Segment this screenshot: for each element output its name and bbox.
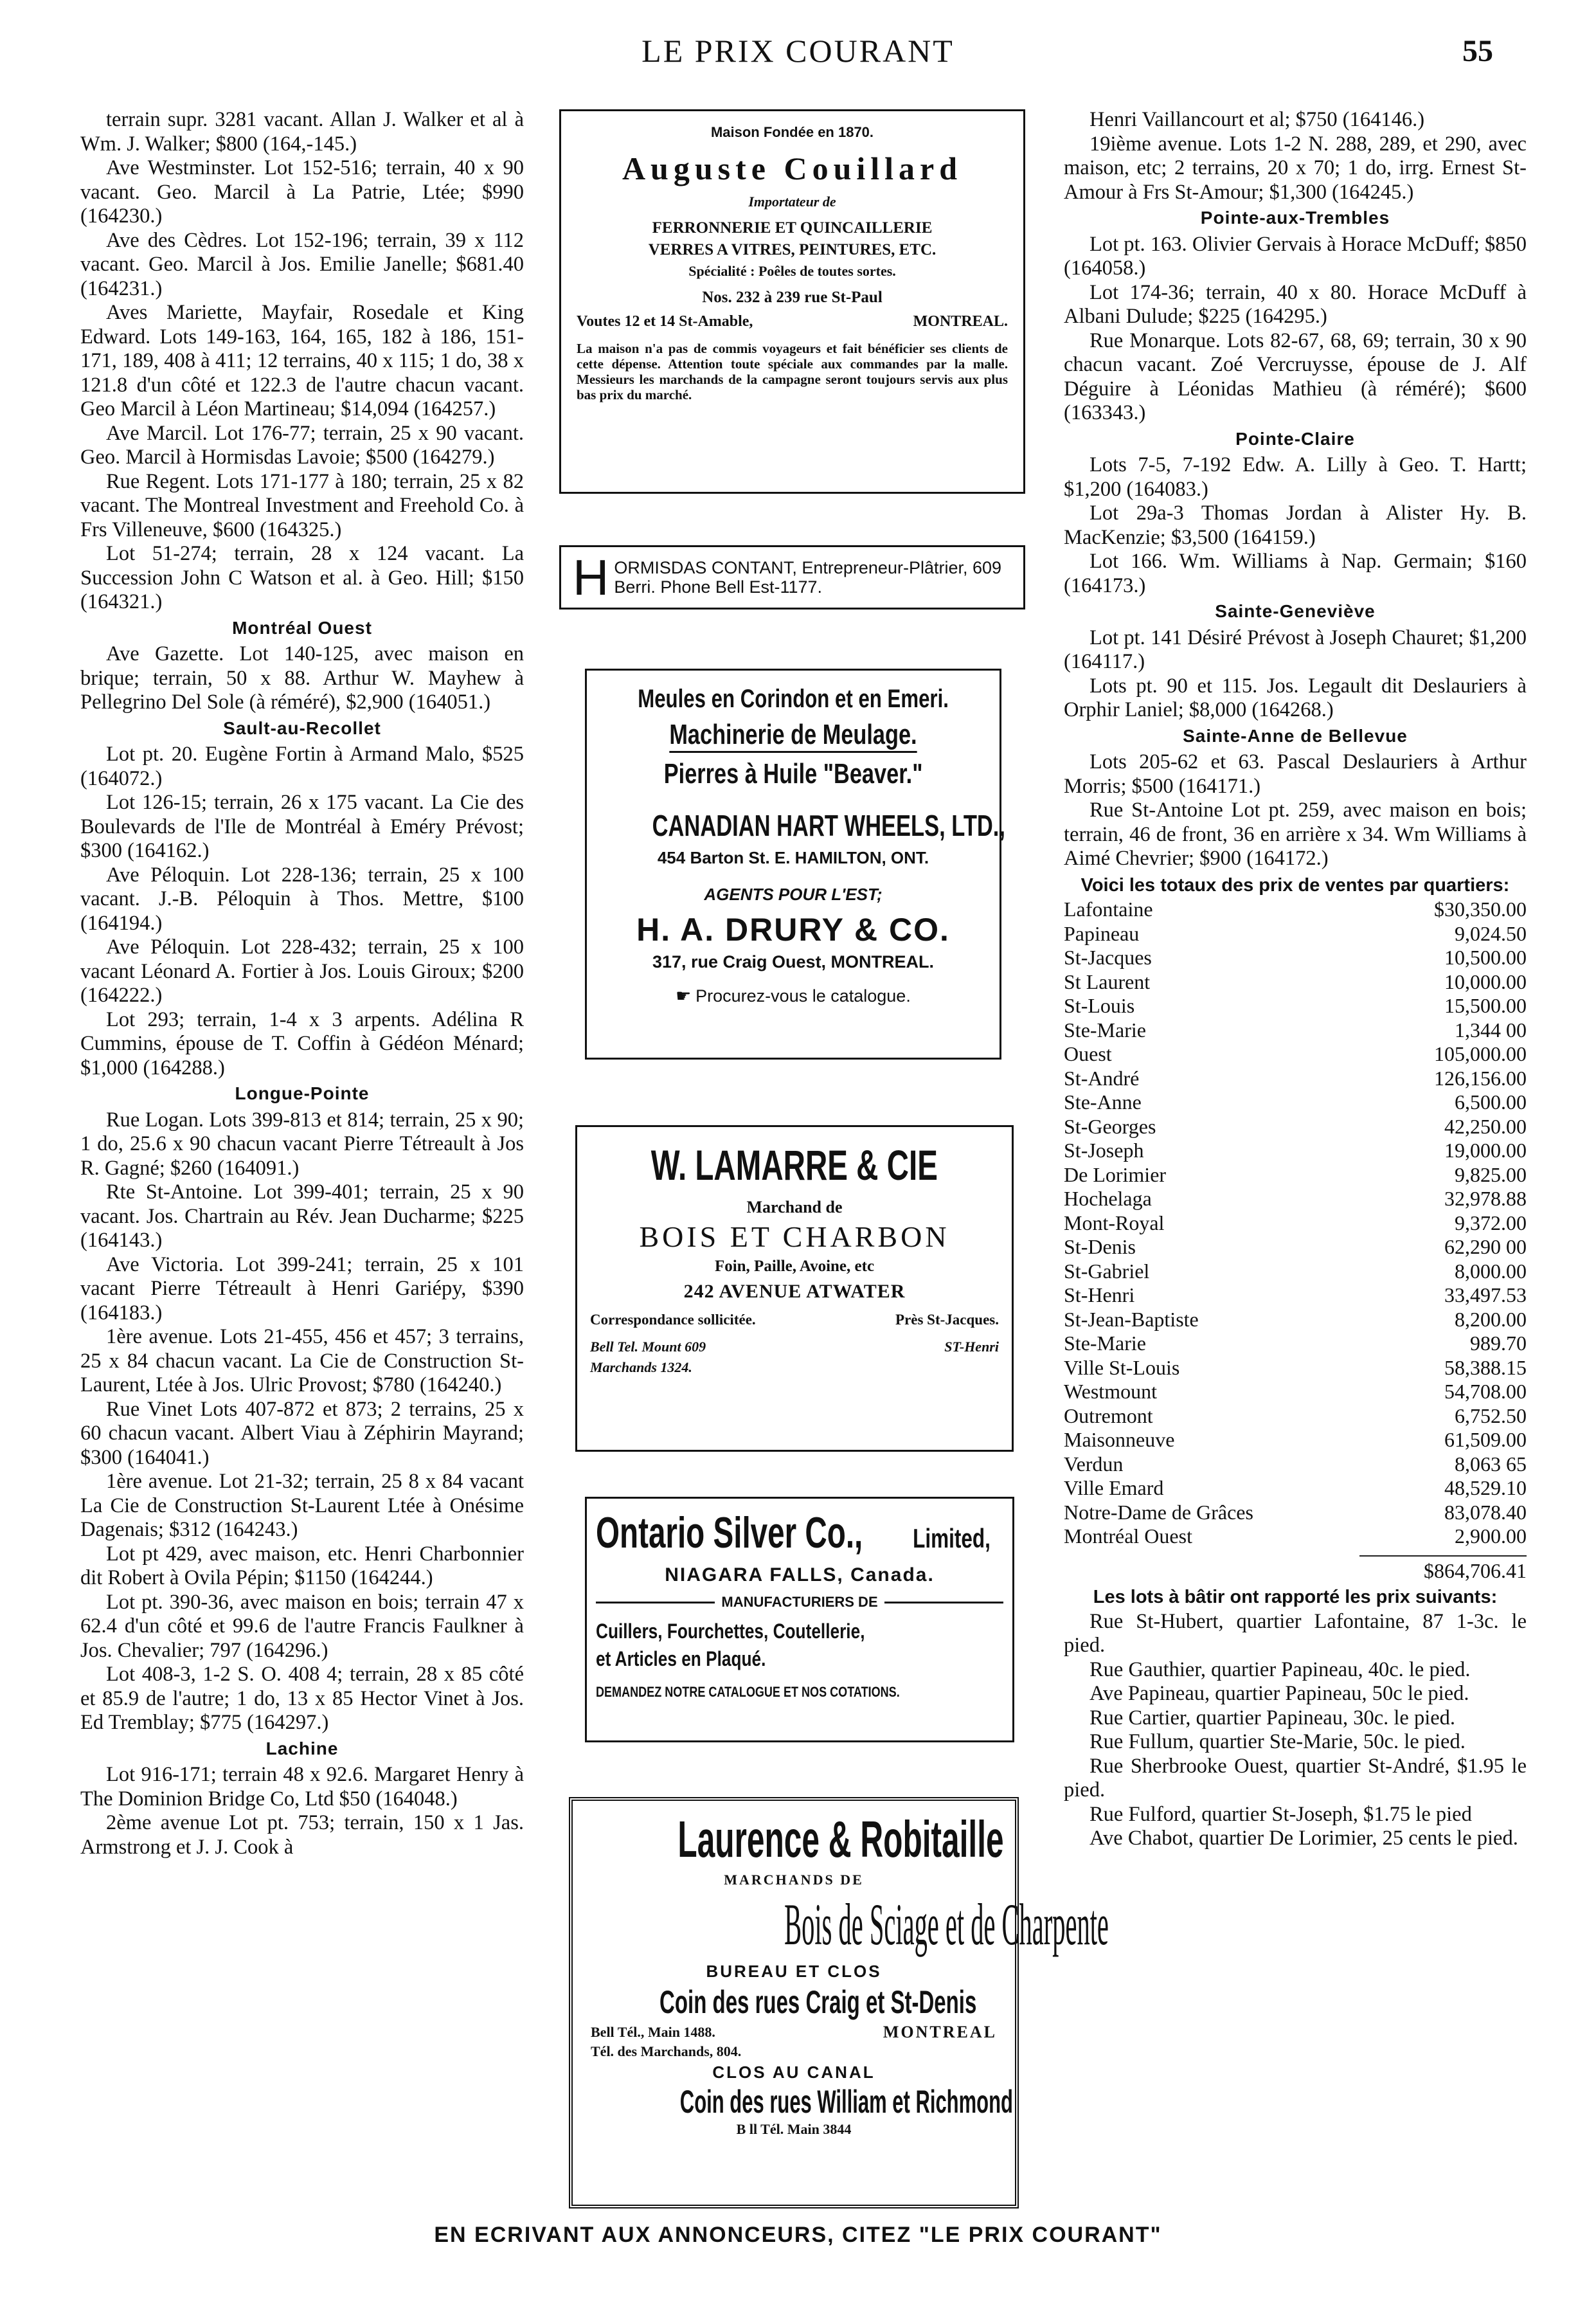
ad-laurence-tel1: Bell Tél., Main 1488. (591, 2024, 715, 2040)
ad-laurence-tel3: B ll Tél. Main 3844 (736, 2121, 852, 2137)
ad-contant (559, 545, 1025, 610)
ad-laurence-city: MONTREAL (883, 2023, 997, 2041)
totals-row (1064, 1211, 1527, 1236)
totals-row (1064, 994, 1527, 1018)
totals-row (1064, 1235, 1527, 1260)
ad-laurence-office: BUREAU ET CLOS (706, 1962, 882, 1981)
ad-drury-agent-address: 317, rue Craig Ouest, MONTREAL. (652, 952, 935, 971)
totals-row (1064, 1163, 1527, 1188)
section-heading: Longue-Pointe (235, 1083, 370, 1103)
section-heading: Sault-au-Recollet (223, 718, 381, 738)
district-total: 6,752.50 (1455, 1404, 1527, 1427)
district-name: Verdun (1064, 1452, 1124, 1476)
district-name: Ste-Anne (1064, 1090, 1142, 1114)
pointing-hand-icon: ☛ (676, 986, 692, 1006)
totals-row (1064, 922, 1527, 946)
totals-row (1064, 1452, 1527, 1477)
ad-lamarre-near: Près St-Jacques. (895, 1312, 999, 1328)
district-name: St-Henri (1064, 1283, 1135, 1306)
district-name: St-Jean-Baptiste (1064, 1307, 1199, 1331)
district-total: 9,372.00 (1455, 1211, 1527, 1234)
transaction-paragraph: Lot 29a-3 Thomas Jordan à Alister Hy. B. MacKenzie; $3,500 (164159.) (1064, 501, 1527, 549)
transaction-paragraph: Rue Cartier, quartier Papineau, 30c. le pied. (1089, 1706, 1456, 1730)
district-total: 10,500.00 (1444, 946, 1527, 969)
transaction-paragraph: Ave Péloquin. Lot 228-432; terrain, 25 x 100 vacant Léonard A. Fortier à Jos. Louis Giroux; $200 (164222.) (80, 935, 524, 1007)
district-name: Montréal Ouest (1064, 1524, 1192, 1548)
transaction-paragraph: Lots 7-5, 7-192 Edw. A. Lilly à Geo. T. Hartt; $1,200 (164083.) (1064, 453, 1527, 501)
ad-silver-cat: DEMANDEZ NOTRE CATALOGUE ET NOS COTATIONS. (596, 1684, 900, 1700)
district-name: Lafontaine (1064, 898, 1153, 921)
transaction-paragraph: Rue Regent. Lots 171-177 à 180; terrain, 25 x 82 vacant. The Montreal Investment and Freehold Co. à Frs Villeneuve, $600 (164325.) (80, 469, 524, 541)
ad-drury-catalogue: Procurez-vous le catalogue. (695, 986, 911, 1006)
district-total: 2,900.00 (1455, 1524, 1527, 1548)
ad-lamarre-name: W. LAMARRE & CIE (650, 1141, 938, 1189)
district-name: Ville St-Louis (1064, 1355, 1180, 1379)
transaction-paragraph: Lots 205-62 et 63. Pascal Deslauriers à Arthur Morris; $500 (164171.) (1064, 750, 1527, 798)
ad-silver-l1: Cuillers, Fourchettes, Coutellerie, (596, 1620, 865, 1643)
transaction-paragraph: Lots pt. 90 et 115. Jos. Legault dit Deslauriers à Orphir Laniel; $8,000 (164268.) (1064, 674, 1527, 721)
ad-lamarre-address: 242 AVENUE ATWATER (683, 1281, 906, 1302)
transaction-paragraph: Henri Vaillancourt et al; $750 (164146.) (1089, 108, 1425, 131)
grand-total: $864,706.41 (1359, 1555, 1527, 1584)
totals-row (1064, 1139, 1527, 1163)
transaction-paragraph: Rue Fullum, quartier Ste-Marie, 50c. le pied. (1089, 1730, 1466, 1753)
totals-row (1064, 1187, 1527, 1211)
ad-silver-l2: et Articles en Plaqué. (596, 1647, 766, 1670)
totals-row (1064, 1332, 1527, 1356)
district-total: 8,000.00 (1455, 1259, 1527, 1283)
district-total: $30,350.00 (1434, 898, 1527, 921)
district-name: Ouest (1064, 1042, 1112, 1065)
district-name: Ste-Marie (1064, 1332, 1146, 1355)
ad-couillard-name: Auguste Couillard (622, 150, 963, 186)
totals-row (1064, 1524, 1527, 1549)
ad-couillard-line2: VERRES A VITRES, PEINTURES, ETC. (648, 241, 937, 258)
ad-drury-l1: Meules en Corindon et en Emeri. (638, 685, 949, 713)
ad-lamarre-tel1: Bell Tel. Mount 609 (590, 1339, 706, 1355)
district-name: St-Denis (1064, 1235, 1136, 1258)
district-total: 989.70 (1470, 1332, 1527, 1355)
transaction-paragraph: Ave Gazette. Lot 140-125, avec maison en brique; terrain, 50 x 88. Arthur W. Mayhew à Pellegrino Del Sole (à réméré), $2,900 (164051.) (80, 642, 524, 714)
district-total: 10,000.00 (1444, 970, 1527, 993)
district-name: St-Gabriel (1064, 1259, 1150, 1283)
transaction-paragraph: Rue Monarque. Lots 82-67, 68, 69; terrain, 30 x 90 chacun vacant. Zoé Vercruysse, épouse de J. Alf Déguire à Léonidas Mathieu (à réméré); $600 (163343.) (1064, 329, 1527, 424)
district-name: Mont-Royal (1064, 1211, 1165, 1234)
district-name: St-Louis (1064, 994, 1135, 1017)
district-total: 6,500.00 (1455, 1090, 1527, 1114)
district-name: Papineau (1064, 921, 1140, 945)
transaction-paragraph: Ave Marcil. Lot 176-77; terrain, 25 x 90 vacant. Geo. Marcil à Hormisdas Lavoie; $500 (164279.) (80, 421, 524, 469)
lots-intro: Les lots à bâtir ont rapporté les prix suivants: (1093, 1587, 1498, 1607)
ad-couillard-vaults: Voutes 12 et 14 St-Amable, (577, 313, 753, 330)
district-total: 83,078.40 (1444, 1500, 1527, 1524)
ad-ontario-silver (585, 1497, 1014, 1742)
ad-lamarre-tel2: ST-Henri (944, 1339, 999, 1355)
district-total: 61,509.00 (1444, 1428, 1527, 1451)
ad-drury-agent: H. A. DRURY & CO. (636, 912, 950, 948)
transaction-paragraph: Ave Péloquin. Lot 228-136; terrain, 25 x 100 vacant. J.-B. Péloquin à Thos. Mettre, $100 (164194.) (80, 863, 524, 935)
transaction-paragraph: Lot pt. 141 Désiré Prévost à Joseph Chauret; $1,200 (164117.) (1064, 626, 1527, 673)
transaction-paragraph: Lot 408-3, 1-2 S. O. 408 4; terrain, 28 x 85 côté et 85.9 de l'autre; 1 do, 13 x 85 Hector Vinet à Jos. Ed Tremblay; $775 (164297.) (80, 1663, 524, 1734)
totals-row (1064, 1260, 1527, 1284)
transaction-paragraph: Aves Mariette, Mayfair, Rosedale et King Edward. Lots 149-163, 164, 165, 182 à 186, 151-171, 189, 408 à 411; 12 terrains, 40 x 115; 1 do, 38 x 121.8 d'un côté et 122.3 de l'autre chacun vacant. Geo Marcil à Léon Martineau; $14,094 (164257.) (80, 301, 524, 420)
district-name: De Lorimier (1064, 1162, 1167, 1186)
section-heading: Sainte-Geneviève (1215, 601, 1376, 621)
transaction-paragraph: Lot 166. Wm. Williams à Nap. Germain; $160 (164173.) (1064, 550, 1527, 597)
ad-couillard-role: Importateur de (748, 194, 836, 210)
ad-silver-ltd: Limited, (913, 1523, 991, 1553)
section-heading: Sainte-Anne de Bellevue (1183, 725, 1408, 746)
district-name: St-Jacques (1064, 946, 1152, 969)
district-total: 1,344 00 (1455, 1018, 1527, 1042)
district-total: 9,024.50 (1455, 921, 1527, 945)
column-left (80, 108, 524, 1859)
district-name: Hochelaga (1064, 1187, 1152, 1210)
transaction-paragraph: Rue St-Hubert, quartier Lafontaine, 87 1-3c. le pied. (1064, 1609, 1527, 1657)
totals-row (1064, 1404, 1527, 1429)
totals-row (1064, 1067, 1527, 1091)
district-name: Westmount (1064, 1380, 1157, 1403)
running-head: LE PRIX COURANT (641, 33, 955, 69)
ad-couillard-address: Nos. 232 à 239 rue St-Paul (702, 289, 883, 306)
ad-couillard-note: La maison n'a pas de commis voyageurs et fait bénéficier ses clients de cette dépense. Attention toute spéciale aux commandes par la malle. Messieurs les marchands de la campagne seront toujours servis aux plus bas prix du marché. (577, 341, 1008, 402)
transaction-paragraph: Ave Papineau, quartier Papineau, 50c le pied. (1089, 1682, 1469, 1705)
totals-row (1064, 1283, 1527, 1308)
transaction-paragraph: Lot pt. 163. Olivier Gervais à Horace McDuff; $850 (164058.) (1064, 232, 1527, 280)
ad-couillard (559, 109, 1025, 494)
totals-row (1064, 970, 1527, 995)
totals-row (1064, 1090, 1527, 1115)
district-total: 58,388.15 (1444, 1355, 1527, 1379)
ad-laurence-canal: CLOS AU CANAL (712, 2063, 875, 2082)
ad-drury-company: CANADIAN HART WHEELS, LTD., (652, 809, 1005, 842)
transaction-paragraph: Rue Vinet Lots 407-872 et 873; 2 terrains, 25 x 60 chacun vacant. Albert Viau à Zéphirin Mayrand; $300 (164041.) (80, 1397, 524, 1469)
ad-drury-l2: Machinerie de Meulage. (669, 719, 917, 753)
transaction-paragraph: Rue Fulford, quartier St-Joseph, $1.75 le pied (1089, 1802, 1472, 1826)
district-name: Maisonneuve (1064, 1428, 1175, 1451)
district-name: St-Joseph (1064, 1139, 1144, 1162)
ad-lamarre-role: Marchand de (746, 1198, 843, 1216)
ad-laurence-corner2: Coin des rues William et Richmond (679, 2084, 1013, 2120)
district-total: 9,825.00 (1455, 1162, 1527, 1186)
totals-row (1064, 1476, 1527, 1501)
transaction-paragraph: Lot 51-274; terrain, 28 x 124 vacant. La Succession John C Watson et al. à Geo. Hill; $150 (164321.) (80, 542, 524, 613)
totals-table (1064, 898, 1527, 1549)
ad-lamarre-tel3: Marchands 1324. (590, 1359, 692, 1375)
district-total: 105,000.00 (1434, 1042, 1527, 1065)
ad-couillard-line1: FERRONNERIE ET QUINCAILLERIE (652, 219, 933, 237)
district-total: 32,978.88 (1444, 1187, 1527, 1210)
ad-lamarre (575, 1125, 1014, 1452)
district-total: 54,708.00 (1444, 1380, 1527, 1403)
district-total: 8,063 65 (1455, 1452, 1527, 1476)
transaction-paragraph: Rue Logan. Lots 399-813 et 814; terrain, 25 x 90; 1 do, 25.6 x 90 chacun vacant Pierre Tétreault à Jos R. Gagné; $260 (164091.) (80, 1108, 524, 1180)
ad-lamarre-feed: Foin, Paille, Avoine, etc (714, 1258, 875, 1275)
ad-contant-initial: H (573, 549, 609, 606)
ad-laurence (569, 1797, 1109, 2208)
district-name: Ste-Marie (1064, 1018, 1146, 1042)
totals-row (1064, 1380, 1527, 1404)
totals-row (1064, 898, 1527, 922)
district-name: St-André (1064, 1066, 1140, 1090)
totals-row (1064, 946, 1527, 970)
ad-drury (585, 669, 1005, 1060)
transaction-paragraph: Rte St-Antoine. Lot 399-401; terrain, 25 x 90 vacant. Jos. Chartrain au Rév. Jean Ducharme; $225 (164143.) (80, 1180, 524, 1252)
ad-drury-address: 454 Barton St. E. HAMILTON, ONT. (657, 848, 929, 867)
district-total: 48,529.10 (1444, 1476, 1527, 1499)
transaction-paragraph: 19ième avenue. Lots 1-2 N. 288, 289, et 290, avec maison, etc; 2 terrains, 20 x 70; 1 do, irrg. Ernest St-Amour à Frs St-Amour; $1,300 (164245.) (1064, 132, 1527, 204)
transaction-paragraph: Ave Westminster. Lot 152-516; terrain, 40 x 90 vacant. Geo. Marcil à La Patrie, Ltée; $990 (164230.) (80, 156, 524, 228)
ad-couillard-city: MONTREAL. (913, 313, 1008, 330)
totals-row (1064, 1018, 1527, 1043)
ad-lamarre-goods: BOIS ET CHARBON (639, 1220, 950, 1253)
column-right (1064, 108, 1527, 1851)
district-total: 126,156.00 (1434, 1066, 1527, 1090)
transaction-paragraph: Ave Victoria. Lot 399-241; terrain, 25 x 101 vacant Pierre Tétreault à Henri Gariépy, $390 (164183.) (80, 1252, 524, 1324)
transaction-paragraph: Lot 126-15; terrain, 26 x 175 vacant. La Cie des Boulevards de l'Ile de Montréal à Eméry Prévost; $300 (164162.) (80, 791, 524, 862)
ad-silver-name: Ontario Silver Co., (596, 1508, 863, 1557)
transaction-paragraph: Lot pt 429, avec maison, etc. Henri Charbonnier dit Robert à Ovila Pépin; $1150 (164244.) (80, 1542, 524, 1589)
district-name: St-Georges (1064, 1114, 1156, 1138)
ad-silver-makers: MANUFACTURIERS DE (721, 1594, 878, 1610)
district-name: St Laurent (1064, 970, 1151, 993)
ad-couillard-specialty: Spécialité : Poêles de toutes sortes. (688, 263, 896, 279)
section-heading: Montréal Ouest (232, 617, 372, 638)
ad-drury-agents: AGENTS POUR L'EST; (704, 885, 883, 904)
district-total: 15,500.00 (1444, 994, 1527, 1017)
transaction-paragraph: Lot pt. 390-36, avec maison en bois; terrain 47 x 62.4 d'un côté et 99.6 de l'autre Francis Faulkner à Jos. Chevalier; 797 (164296.) (80, 1590, 524, 1662)
totals-row (1064, 1042, 1527, 1067)
district-name: Ville Emard (1064, 1476, 1164, 1499)
district-total: 62,290 00 (1444, 1235, 1527, 1258)
ad-silver-place: NIAGARA FALLS, Canada. (665, 1564, 935, 1585)
district-name: Notre-Dame de Grâces (1064, 1500, 1253, 1524)
ad-laurence-name: Laurence & Robitaille (677, 1811, 1004, 1868)
section-heading: Pointe-aux-Trembles (1200, 208, 1390, 228)
ad-couillard-founded: Maison Fondée en 1870. (710, 124, 874, 140)
transaction-paragraph: Lot pt. 20. Eugène Fortin à Armand Malo, $525 (164072.) (80, 743, 524, 790)
page-number: 55 (1462, 34, 1493, 68)
transaction-paragraph: 1ère avenue. Lot 21-32; terrain, 25 8 x 84 vacant La Cie de Construction St-Laurent Ltée à Onésime Dagenais; $312 (164243.) (80, 1470, 524, 1541)
totals-row (1064, 1115, 1527, 1139)
totals-intro: Voici les totaux des prix de ventes par quartiers: (1080, 874, 1510, 896)
section-heading: Lachine (265, 1738, 339, 1758)
transaction-paragraph: 2ème avenue Lot pt. 753; terrain, 150 x 1 Jas. Armstrong et J. J. Cook à (80, 1811, 524, 1859)
ad-lamarre-corr: Correspondance sollicitée. (590, 1312, 756, 1328)
transaction-paragraph: Rue St-Antoine Lot pt. 259, avec maison en bois; terrain, 46 de front, 36 en arrière x 34. Wm Williams à Aimé Chevrier; $900 (164172.) (1064, 799, 1527, 870)
district-total: 33,497.53 (1444, 1283, 1527, 1306)
transaction-paragraph: Lot 174-36; terrain, 40 x 80. Horace McDuff à Albani Dulude; $225 (164295.) (1064, 280, 1527, 328)
ad-laurence-tel2: Tél. des Marchands, 804. (591, 2043, 742, 2059)
ad-contant-text: ORMISDAS CONTANT, Entrepreneur-Plâtrier, 609 Berri. Phone Bell Est-1177. (614, 558, 1002, 597)
transaction-paragraph: terrain supr. 3281 vacant. Allan J. Walker et al à Wm. J. Walker; $800 (164,-145.) (80, 108, 524, 156)
totals-row (1064, 1428, 1527, 1452)
district-total: 42,250.00 (1444, 1114, 1527, 1138)
district-total: 19,000.00 (1444, 1139, 1527, 1162)
district-total: 8,200.00 (1455, 1307, 1527, 1331)
transaction-paragraph: Rue Sherbrooke Ouest, quartier St-André, $1.95 le pied. (1064, 1754, 1527, 1802)
transaction-paragraph: Ave des Cèdres. Lot 152-196; terrain, 39 x 112 vacant. Geo. Marcil à Jos. Emilie Janelle; $681.40 (164231.) (80, 228, 524, 300)
page-footer: EN ECRIVANT AUX ANNONCEURS, CITEZ "LE PRIX COURANT" (434, 2223, 1162, 2247)
ad-laurence-corner1: Coin des rues Craig et St-Denis (659, 1984, 977, 2020)
district-name: Outremont (1064, 1404, 1153, 1427)
transaction-paragraph: 1ère avenue. Lots 21-455, 456 et 457; 3 terrains, 25 x 84 chacun vacant. La Cie de Construction St-Laurent, Ltée à Jos. Ulric Provost; $780 (164240.) (80, 1325, 524, 1396)
totals-row (1064, 1356, 1527, 1380)
ad-laurence-goods: Bois de Sciage et de Charpente (784, 1892, 1109, 1957)
section-heading: Pointe-Claire (1235, 428, 1355, 449)
transaction-paragraph: Lot 916-171; terrain 48 x 92.6. Margaret Henry à The Dominion Bridge Co, Ltd $50 (164048.) (80, 1763, 524, 1811)
ad-laurence-role: MARCHANDS DE (724, 1872, 864, 1888)
totals-row (1064, 1308, 1527, 1332)
ad-drury-l3: Pierres à Huile "Beaver." (663, 758, 923, 790)
transaction-paragraph: Rue Gauthier, quartier Papineau, 40c. le pied. (1089, 1657, 1471, 1681)
transaction-paragraph: Ave Chabot, quartier De Lorimier, 25 cents le pied. (1089, 1827, 1518, 1850)
transaction-paragraph: Lot 293; terrain, 1-4 x 3 arpents. Adélina R Cummins, épouse de T. Coffin à Gédéon Ménard; $1,000 (164288.) (80, 1007, 524, 1079)
totals-row (1064, 1501, 1527, 1525)
